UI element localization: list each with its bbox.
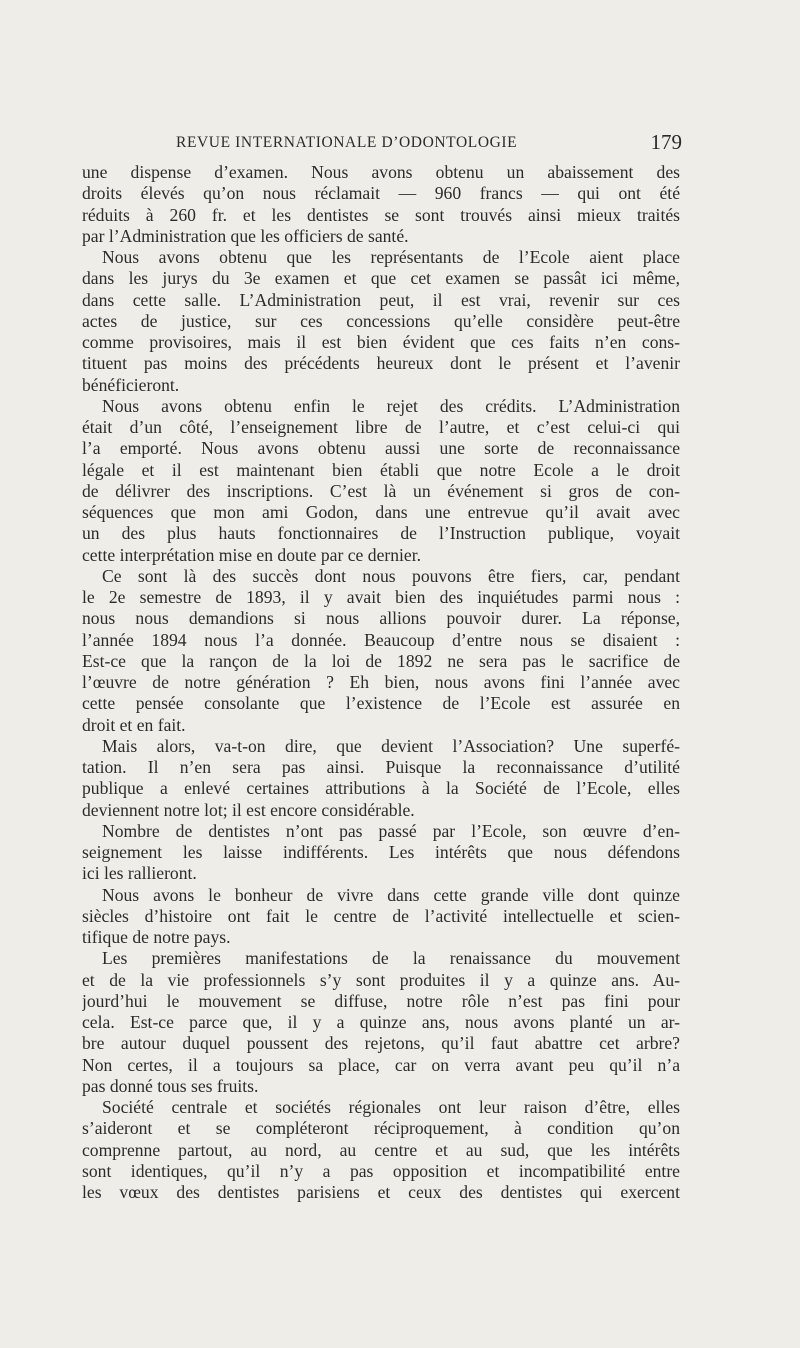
text-line: par l’Administration que les officiers de santé.	[82, 225, 409, 246]
text-line: dans les jurys du 3e examen et que cet examen se passât ici même,	[82, 268, 680, 289]
text-line: cette pensée consolante que l’existence de l’Ecole est assurée en	[82, 693, 680, 714]
text-line: le 2e semestre de 1893, il y avait bien des inquiétudes parmi nous :	[82, 587, 680, 607]
text-line: sont identiques, qu’il n’y a pas opposition et incompatibilité entre	[82, 1160, 680, 1181]
text-line: deviennent notre lot; il est encore considérable.	[82, 799, 415, 820]
text-line: l’œuvre de notre génération ? Eh bien, nous avons fini l’année avec	[82, 672, 680, 692]
text-line: dans cette salle. L’Administration peut, il est vrai, revenir sur ces	[82, 289, 680, 310]
text-line: séquences que mon ami Godon, dans une entrevue qu’il avait avec	[82, 502, 680, 522]
journal-title: REVUE INTERNATIONALE D’ODONTOLOGIE	[176, 134, 518, 151]
text-line: s’aideront et se compléteront réciproquement, à condition qu’on	[82, 1118, 680, 1139]
text-line: Est-ce que la rançon de la loi de 1892 ne sera pas le sacrifice de	[82, 650, 680, 671]
running-header	[120, 130, 686, 156]
text-line: réduits à 260 fr. et les dentistes se sont trouvés ainsi mieux traités	[82, 204, 680, 225]
text-line: nous nous demandions si nous allions pouvoir durer. La réponse,	[82, 608, 680, 629]
text-line: publique a enlevé certaines attributions à la Société de l’Ecole, elles	[82, 778, 680, 799]
text-line: comme provisoires, mais il est bien évident que ces faits n’en cons-	[82, 332, 680, 352]
text-line: et de la vie professionnels s’y sont produites il y a quinze ans. Au-	[82, 969, 680, 990]
text-line: tation. Il n’en sera pas ainsi. Puisque la reconnaissance d’utilité	[82, 757, 680, 777]
text-line: comprenne partout, au nord, au centre et au sud, que les intérêts	[82, 1139, 680, 1160]
text-line: Non certes, il a toujours sa place, car on verra avant peu qu’il n’a	[82, 1054, 680, 1075]
text-line: pas donné tous ses fruits.	[82, 1075, 259, 1096]
text-line: Nombre de dentistes n’ont pas passé par l’Ecole, son œuvre d’en-	[102, 820, 680, 841]
text-line: cette interprétation mise en doute par ce dernier.	[82, 544, 422, 565]
text-line: cela. Est-ce parce que, il y a quinze ans, nous avons planté un ar-	[82, 1012, 680, 1032]
text-line: l’année 1894 nous l’a donnée. Beaucoup d’entre nous se disaient :	[82, 629, 680, 650]
text-line: Ce sont là des succès dont nous pouvons être fiers, car, pendant	[102, 565, 680, 586]
text-line: Nous avons le bonheur de vivre dans cette grande ville dont quinze	[102, 884, 680, 905]
text-line: l’a emporté. Nous avons obtenu aussi une sorte de reconnaissance	[82, 438, 680, 459]
text-line: Mais alors, va-t-on dire, que devient l’Association? Une superfé-	[102, 735, 680, 756]
text-line: Nous avons obtenu que les représentants de l’Ecole aient place	[102, 247, 680, 267]
text-line: les vœux des dentistes parisiens et ceux des dentistes qui exercent	[82, 1182, 680, 1202]
text-line: ici les rallieront.	[82, 863, 197, 884]
text-line: un des plus hauts fonctionnaires de l’Instruction publique, voyait	[82, 523, 680, 544]
text-line: bre autour duquel poussent des rejetons, qu’il faut abattre cet arbre?	[82, 1033, 680, 1054]
text-line: bénéficieront.	[82, 374, 180, 395]
text-line: tituent pas moins des précédents heureux dont le présent et l’avenir	[82, 353, 680, 374]
text-line: était d’un côté, l’enseignement libre de l’autre, et c’est celui-ci qui	[82, 417, 680, 437]
text-line: droits élevés qu’on nous réclamait — 960 francs — qui ont été	[82, 183, 680, 204]
text-line: seignement les laisse indifférents. Les intérêts que nous défendons	[82, 842, 680, 862]
text-line: actes de justice, sur ces concessions qu’elle considère peut-être	[82, 310, 680, 331]
text-line: de délivrer des inscriptions. C’est là un événement si gros de con-	[82, 480, 680, 501]
text-line: droit et en fait.	[82, 714, 186, 735]
body-text	[82, 162, 680, 1203]
text-line: Nous avons obtenu enfin le rejet des crédits. L’Administration	[102, 395, 680, 416]
text-line: légale et il est maintenant bien établi que notre Ecole a le droit	[82, 459, 680, 480]
text-line: une dispense d’examen. Nous avons obtenu un abaissement des	[82, 162, 680, 182]
text-line: siècles d’histoire ont fait le centre de l’activité intellectuelle et scien-	[82, 905, 680, 926]
page-number: 179	[650, 130, 682, 154]
text-line: tifique de notre pays.	[82, 927, 231, 947]
text-line: jourd’hui le mouvement se diffuse, notre rôle n’est pas fini pour	[82, 990, 680, 1011]
text-line: Société centrale et sociétés régionales ont leur raison d’être, elles	[102, 1097, 680, 1117]
text-line: Les premières manifestations de la renaissance du mouvement	[102, 948, 680, 969]
